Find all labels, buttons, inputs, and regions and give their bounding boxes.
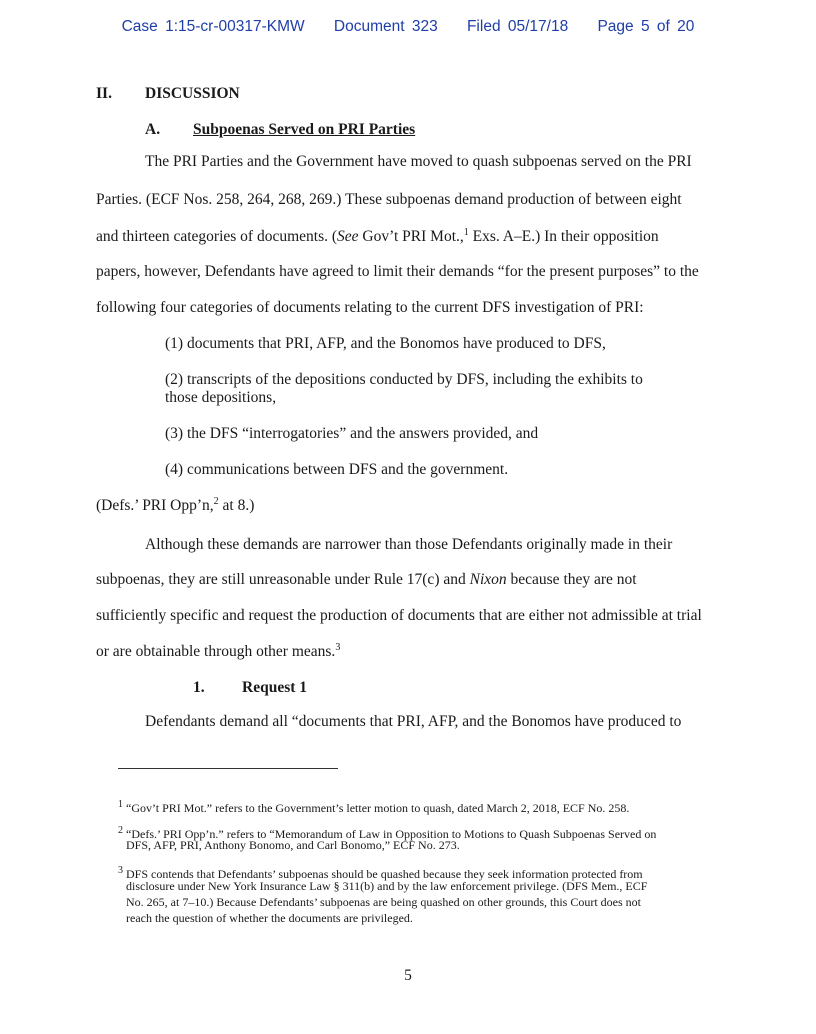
footnote-3-number: 3 xyxy=(118,865,123,876)
footnote-1-number: 1 xyxy=(118,799,123,810)
citation: (Defs.’ PRI Opp’n,$^2$ at 8.) xyxy=(96,495,255,514)
para1-line3: and thirteen categories of documents. (See Gov’t PRI Mot.,$^1$ Exs. A–E.) In their opposition xyxy=(96,226,659,245)
footnote-3-text-line1: DFS contends that Defendants’ subpoenas should be quashed because they seek information protected from xyxy=(126,867,643,881)
see-signal: See xyxy=(337,228,359,245)
footnote-3-line4: reach the question of whether the documents are privileged. xyxy=(126,911,413,925)
list-item-2-line1: (2) transcripts of the depositions conducted by DFS, including the exhibits to xyxy=(165,371,643,388)
footnote-3-line3: No. 265, at 7–10.) Because Defendants’ subpoenas are being quashed on other grounds, this Court does not xyxy=(126,895,641,909)
case-number: Case 1:15-cr-00317-KMW xyxy=(121,18,305,35)
page-number: 5 xyxy=(404,967,412,984)
footnote-2-text-line1: “Defs.’ PRI Opp’n.” refers to “Memorandum of Law in Opposition to Motions to Quash Subpoenas Served on xyxy=(126,827,657,841)
section-title: DISCUSSION xyxy=(145,85,240,102)
para1-line4: papers, however, Defendants have agreed to limit their demands “for the present purposes” to the xyxy=(96,263,699,280)
request-title: Request 1 xyxy=(242,679,308,696)
filed-date: Filed 05/17/18 xyxy=(466,18,569,35)
footnote-1 xyxy=(118,797,629,816)
para2-line3: sufficiently specific and request the production of documents that are either not admissible at trial xyxy=(96,607,702,624)
page-indicator: Page 5 of 20 xyxy=(597,18,695,35)
para1-line1: The PRI Parties and the Government have moved to quash subpoenas served on the PRI xyxy=(145,153,692,170)
request-number: 1. xyxy=(193,679,205,696)
para1-line2: Parties. (ECF Nos. 258, 264, 268, 269.) These subpoenas demand production of between eight xyxy=(96,191,682,208)
section-number: II. xyxy=(96,85,112,102)
para2-line2: subpoenas, they are still unreasonable under Rule 17(c) and Nixon because they are not xyxy=(96,571,637,588)
subsection-title: Subpoenas Served on PRI Parties xyxy=(193,121,416,138)
footnote-divider xyxy=(118,768,338,769)
list-item-1: (1) documents that PRI, AFP, and the Bonomos have produced to DFS, xyxy=(165,335,606,352)
nixon-case-name: Nixon xyxy=(469,571,507,588)
footnote-2-number: 2 xyxy=(118,825,123,836)
footnote-ref-3: 3 xyxy=(335,641,341,653)
subsection-letter: A. xyxy=(145,121,161,138)
case-header xyxy=(0,18,816,36)
footnote-ref-2: 2 xyxy=(213,495,219,507)
para1-line5: following four categories of documents relating to the current DFS investigation of PRI: xyxy=(96,299,644,316)
list-item-3: (3) the DFS “interrogatories” and the answers provided, and xyxy=(165,425,539,442)
para2-line1: Although these demands are narrower than those Defendants originally made in their xyxy=(145,536,673,553)
footnote-ref-1: 1 xyxy=(463,226,469,238)
list-item-2-line2: those depositions, xyxy=(165,389,277,406)
footnote-1-text: “Gov’t PRI Mot.” refers to the Government’s letter motion to quash, dated March 2, 2018, ECF No. 258. xyxy=(126,801,630,815)
footnote-3-line2: disclosure under New York Insurance Law § 311(b) and by the law enforcement privilege. (DFS Mem., ECF xyxy=(126,879,648,893)
para2-line4: or are obtainable through other means.$^3$ xyxy=(96,641,341,660)
footnote-2-line2: DFS, AFP, PRI, Anthony Bonomo, and Carl Bonomo,” ECF No. 273. xyxy=(126,838,460,852)
document-number: Document 323 xyxy=(333,18,438,35)
para3-line1: Defendants demand all “documents that PRI, AFP, and the Bonomos have produced to xyxy=(145,713,682,730)
list-item-4: (4) communications between DFS and the government. xyxy=(165,461,509,478)
